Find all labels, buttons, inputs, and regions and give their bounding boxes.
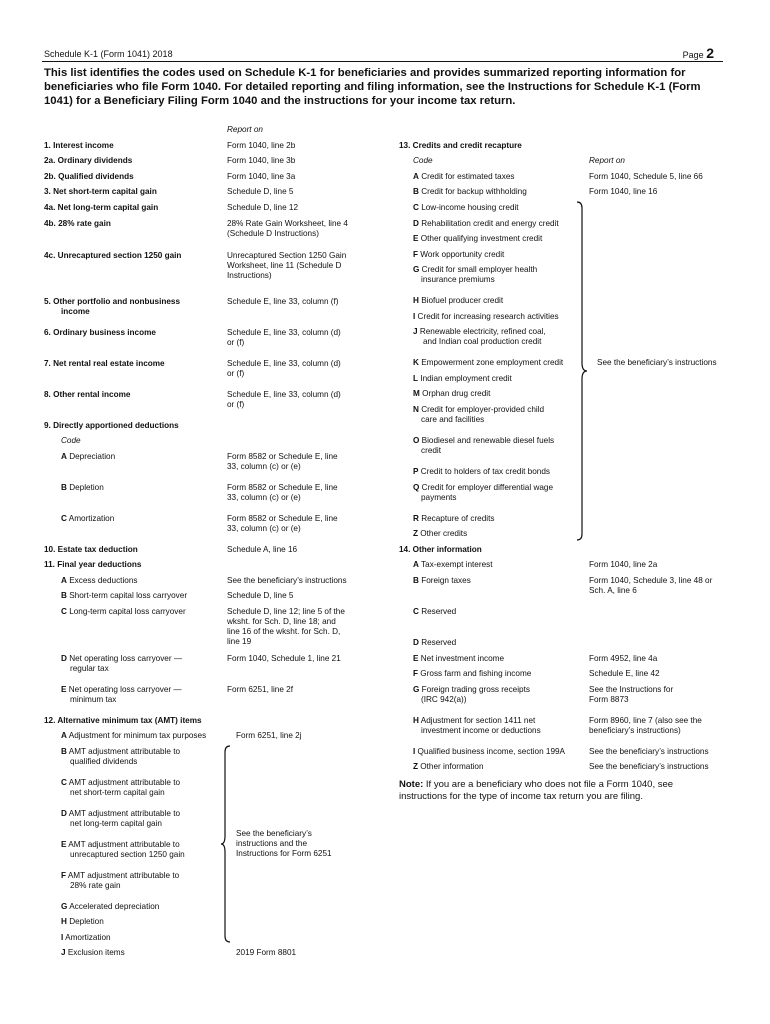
item-14: 14. Other information [399, 545, 482, 554]
item-13j-line2: and Indian coal production credit [423, 337, 542, 346]
item-8: 8. Other rental income [44, 390, 131, 399]
report-14i: See the beneficiary’s instructions [589, 747, 709, 756]
code-14z: Z [413, 762, 419, 771]
item-4c: 4c. Unrecaptured section 1250 gain [44, 251, 182, 260]
item-11: 11. Final year deductions [44, 560, 142, 569]
item-13d [413, 219, 559, 229]
item-13m [413, 389, 490, 399]
item-13k-label: Empowerment zone employment credit [418, 358, 564, 367]
report-4b-line1: 28% Rate Gain Worksheet, line 4 [227, 219, 348, 228]
item-13z-label: Other credits [418, 529, 468, 538]
item-2a: 2a. Ordinary dividends [44, 156, 133, 165]
item-13n-line2: care and facilities [421, 415, 485, 424]
item-13g-label: Credit for small employer health [419, 265, 538, 274]
item-9b [61, 483, 104, 493]
code-13l: L [413, 374, 419, 383]
item-11a [61, 576, 137, 586]
item-9b-label: Depletion [66, 483, 104, 492]
code-13f: F [413, 250, 419, 259]
code-14a: A [413, 560, 419, 569]
item-14b-label: Foreign taxes [418, 576, 471, 585]
code-13d: D [413, 219, 419, 228]
item-11e [61, 685, 182, 695]
report-8-line1: Schedule E, line 33, column (d) [227, 390, 341, 399]
brace-13-right [576, 200, 590, 542]
item-11e-line2: minimum tax [70, 695, 117, 704]
item-13e-label: Other qualifying investment credit [418, 234, 543, 243]
item-11d-label: Net operating loss carryover — [66, 654, 183, 663]
code-11d: D [61, 654, 67, 663]
item-1: 1. Interest income [44, 141, 114, 150]
report-10: Schedule A, line 16 [227, 545, 298, 554]
item-14h [413, 716, 535, 726]
report-7-line1: Schedule E, line 33, column (d) [227, 359, 341, 368]
report-11e: Form 6251, line 2f [227, 685, 293, 694]
page-number-value: 2 [706, 45, 714, 61]
item-14f [413, 669, 531, 679]
item-14z-label: Other information [418, 762, 484, 771]
report-on-header: Report on [227, 125, 263, 134]
report-12a: Form 6251, line 2j [236, 731, 302, 740]
report-2b: Form 1040, line 3a [227, 172, 296, 181]
item-14h-line2: investment income or deductions [421, 726, 541, 735]
item-6: 6. Ordinary business income [44, 328, 156, 337]
page-label: Page [682, 50, 704, 60]
code-13z: Z [413, 529, 419, 538]
item-11a-label: Excess deductions [66, 576, 138, 585]
report-12j: 2019 Form 8801 [236, 948, 297, 957]
item-14z [413, 762, 484, 772]
item-12c [61, 778, 180, 788]
item-12f-line2: 28% rate gain [70, 881, 121, 890]
report-14b-line2: Sch. A, line 6 [589, 586, 637, 595]
item-4a: 4a. Net long-term capital gain [44, 203, 159, 212]
report-4c-line3: Instructions) [227, 271, 272, 280]
item-12c-label: AMT adjustment attributable to [66, 778, 181, 787]
report-4b-line2: (Schedule D Instructions) [227, 229, 319, 238]
code-14c: C [413, 607, 419, 616]
item-14c [413, 607, 456, 617]
code-13m: M [413, 389, 420, 398]
item-13i-label: Credit for increasing research activities [415, 312, 559, 321]
code-13c: C [413, 203, 419, 212]
item-13n [413, 405, 544, 415]
code-13n: N [413, 405, 419, 414]
report-9a-line2: 33, column (c) or (e) [227, 462, 301, 471]
item-14d [413, 638, 456, 648]
report-12-brace-line2: instructions and the [236, 839, 308, 848]
item-5-line2: income [61, 307, 90, 316]
item-14h-label: Adjustment for section 1411 net [418, 716, 536, 725]
item-13j [413, 327, 546, 337]
page-number [683, 45, 714, 61]
item-13p-label: Credit to holders of tax credit bonds [418, 467, 550, 476]
item-13q-label: Credit for employer differential wage [419, 483, 554, 492]
report-6-line1: Schedule E, line 33, column (d) [227, 328, 341, 337]
code-12g: G [61, 902, 68, 911]
report-13a: Form 1040, Schedule 5, line 66 [589, 172, 703, 181]
code-13b: B [413, 187, 419, 196]
item-13a [413, 172, 514, 182]
item-12g [61, 902, 159, 912]
item-12: 12. Alternative minimum tax (AMT) items [44, 716, 202, 725]
item-13o [413, 436, 554, 446]
item-14g-line2: (IRC 942(a)) [421, 695, 467, 704]
code-13a: A [413, 172, 419, 181]
item-12b-label: AMT adjustment attributable to [66, 747, 181, 756]
code-9c: C [61, 514, 67, 523]
report-1: Form 1040, line 2b [227, 141, 296, 150]
code-11c: C [61, 607, 67, 616]
item-13c-label: Low-income housing credit [418, 203, 519, 212]
code-9a: A [61, 452, 67, 461]
item-13q [413, 483, 553, 493]
item-12e-label: AMT adjustment attributable to [66, 840, 180, 849]
report-11c-line3: line 16 of the wksht. for Sch. D, [227, 627, 341, 636]
code-14b: B [413, 576, 419, 585]
item-12j [61, 948, 125, 958]
report-14f: Schedule E, line 42 [589, 669, 660, 678]
item-14i-label: Qualified business income, section 199A [415, 747, 566, 756]
item-12j-label: Exclusion items [65, 948, 125, 957]
top-rule [42, 61, 723, 62]
item-9c [61, 514, 114, 524]
code-14i: I [413, 747, 416, 756]
item-12e [61, 840, 180, 850]
item-12a-label: Adjustment for minimum tax purposes [66, 731, 207, 740]
item-7: 7. Net rental real estate income [44, 359, 165, 368]
item-14a-label: Tax-exempt interest [418, 560, 493, 569]
code-14f: F [413, 669, 419, 678]
item-13: 13. Credits and credit recapture [399, 141, 522, 150]
item-14i [413, 747, 565, 757]
code-13q: Q [413, 483, 420, 492]
item-14c-label: Reserved [418, 607, 457, 616]
item-14f-label: Gross farm and fishing income [418, 669, 532, 678]
code-13j: J [413, 327, 418, 336]
report-3: Schedule D, line 5 [227, 187, 294, 196]
report-12-brace-line3: Instructions for Form 6251 [236, 849, 332, 858]
item-14g-label: Foreign trading gross receipts [419, 685, 530, 694]
note-paragraph [399, 779, 699, 803]
code-12i: I [61, 933, 64, 942]
report-11d: Form 1040, Schedule 1, line 21 [227, 654, 341, 663]
item-13p [413, 467, 550, 477]
report-8-line2: or (f) [227, 400, 245, 409]
brace-12-left [221, 744, 233, 944]
item-13m-label: Orphan drug credit [419, 389, 491, 398]
item-2b: 2b. Qualified dividends [44, 172, 134, 181]
code-12a: A [61, 731, 67, 740]
item-12g-label: Accelerated depreciation [67, 902, 160, 911]
report-14z: See the beneficiary’s instructions [589, 762, 709, 771]
item-12d-line2: net long-term capital gain [70, 819, 162, 828]
item-13k [413, 358, 563, 368]
code-13o: O [413, 436, 420, 445]
code-13i: I [413, 312, 416, 321]
item-13f [413, 250, 504, 260]
item-12h-label: Depletion [66, 917, 104, 926]
code-12j: J [61, 948, 66, 957]
code-label-9: Code [61, 436, 81, 445]
item-9c-label: Amortization [66, 514, 115, 523]
item-11b-label: Short-term capital loss carryover [66, 591, 188, 600]
item-14e [413, 654, 504, 664]
code-14h: H [413, 716, 419, 725]
report-11c-line2: wksht. for Sch. D, line 18; and [227, 617, 336, 626]
item-12c-line2: net short-term capital gain [70, 788, 165, 797]
item-9a-label: Depreciation [66, 452, 116, 461]
report-11c-line1: Schedule D, line 12; line 5 of the [227, 607, 345, 616]
item-5-line1: 5. Other portfolio and nonbusiness [44, 297, 181, 306]
report-9b-line1: Form 8582 or Schedule E, line [227, 483, 338, 492]
item-12i-label: Amortization [63, 933, 111, 942]
report-4c-line1: Unrecaptured Section 1250 Gain [227, 251, 347, 260]
item-13l-label: Indian employment credit [418, 374, 512, 383]
item-13f-label: Work opportunity credit [418, 250, 505, 259]
code-13r: R [413, 514, 419, 523]
report-9c-line2: 33, column (c) or (e) [227, 524, 301, 533]
item-11c-label: Long-term capital loss carryover [66, 607, 186, 616]
report-14g-line2: Form 8873 [589, 695, 629, 704]
item-13d-label: Rehabilitation credit and energy credit [418, 219, 559, 228]
item-14g [413, 685, 530, 695]
report-on-header-13: Report on [589, 156, 625, 165]
report-7-line2: or (f) [227, 369, 245, 378]
note-text: If you are a beneficiary who does not file a Form 1040, see instructions for the type of income tax return you are filing. [399, 779, 674, 802]
item-13r [413, 514, 494, 524]
form-title: Schedule K-1 (Form 1041) 2018 [44, 49, 173, 59]
report-4a: Schedule D, line 12 [227, 203, 299, 212]
item-13c [413, 203, 519, 213]
item-12a [61, 731, 206, 741]
code-12c: C [61, 778, 67, 787]
item-12h [61, 917, 104, 927]
report-4c-line2: Worksheet, line 11 (Schedule D [227, 261, 342, 270]
item-13q-line2: payments [421, 493, 457, 502]
report-11c-line4: line 19 [227, 637, 252, 646]
code-12d: D [61, 809, 67, 818]
item-12e-line2: unrecaptured section 1250 gain [70, 850, 185, 859]
item-13i [413, 312, 559, 322]
intro-paragraph: This list identifies the codes used on Schedule K-1 for beneficiaries and provides summarized reporting information for beneficiaries who file Form 1040. For detailed reporting and filing information, see the Instructions for Schedule K-1 (Form 1041) for a Beneficiary Filing Form 1040 and the instructions for your income tax return. [44, 67, 701, 107]
item-11e-label: Net operating loss carryover — [66, 685, 182, 694]
code-13p: P [413, 467, 419, 476]
item-9a [61, 452, 115, 462]
report-6-line2: or (f) [227, 338, 245, 347]
code-12f: F [61, 871, 67, 880]
item-12b-line2: qualified dividends [70, 757, 138, 766]
report-9b-line2: 33, column (c) or (e) [227, 493, 301, 502]
item-14e-label: Net investment income [418, 654, 505, 663]
report-2a: Form 1040, line 3b [227, 156, 296, 165]
code-9b: B [61, 483, 67, 492]
report-9c-line1: Form 8582 or Schedule E, line [227, 514, 338, 523]
item-13h [413, 296, 503, 306]
item-3: 3. Net short-term capital gain [44, 187, 157, 196]
code-14d: D [413, 638, 419, 647]
item-13h-label: Biofuel producer credit [418, 296, 504, 305]
item-13z [413, 529, 467, 539]
item-13j-label: Renewable electricity, refined coal, [417, 327, 546, 336]
item-13o-line2: credit [421, 446, 442, 455]
report-11b: Schedule D, line 5 [227, 591, 294, 600]
item-12i [61, 933, 111, 943]
item-13r-label: Recapture of credits [418, 514, 495, 523]
item-11d-line2: regular tax [70, 664, 109, 673]
item-13n-label: Credit for employer-provided child [418, 405, 545, 414]
item-13g-line2: insurance premiums [421, 275, 495, 284]
report-5: Schedule E, line 33, column (f) [227, 297, 339, 306]
report-14h-line2: beneficiary’s instructions) [589, 726, 681, 735]
item-12f-label: AMT adjustment attributable to [66, 871, 180, 880]
report-11a: See the beneficiary’s instructions [227, 576, 347, 585]
item-13a-label: Credit for estimated taxes [418, 172, 515, 181]
report-14a: Form 1040, line 2a [589, 560, 658, 569]
note-label: Note: [399, 779, 424, 790]
code-13k: K [413, 358, 419, 367]
item-11d [61, 654, 182, 664]
item-12f [61, 871, 179, 881]
code-11b: B [61, 591, 67, 600]
code-13e: E [413, 234, 419, 243]
item-11c [61, 607, 186, 617]
code-label-13: Code [413, 156, 433, 165]
item-13g [413, 265, 537, 275]
item-10: 10. Estate tax deduction [44, 545, 138, 554]
report-9a-line1: Form 8582 or Schedule E, line [227, 452, 338, 461]
item-13o-label: Biodiesel and renewable diesel fuels [419, 436, 555, 445]
item-13b-label: Credit for backup withholding [418, 187, 527, 196]
code-12e: E [61, 840, 67, 849]
report-13b: Form 1040, line 16 [589, 187, 658, 196]
report-14e: Form 4952, line 4a [589, 654, 658, 663]
code-14g: G [413, 685, 420, 694]
item-14d-label: Reserved [418, 638, 457, 647]
code-12h: H [61, 917, 67, 926]
item-13l [413, 374, 512, 384]
code-11a: A [61, 576, 67, 585]
item-12d-label: AMT adjustment attributable to [66, 809, 181, 818]
report-14g-line1: See the Instructions for [589, 685, 674, 694]
report-13-brace: See the beneficiary’s instructions [597, 358, 717, 367]
item-13e [413, 234, 542, 244]
item-14b [413, 576, 471, 586]
item-13b [413, 187, 527, 197]
item-9: 9. Directly apportioned deductions [44, 421, 179, 430]
item-14a [413, 560, 493, 570]
code-11e: E [61, 685, 67, 694]
code-13h: H [413, 296, 419, 305]
report-14b-line1: Form 1040, Schedule 3, line 48 or [589, 576, 713, 585]
code-13g: G [413, 265, 420, 274]
code-14e: E [413, 654, 419, 663]
report-12-brace-line1: See the beneficiary’s [236, 829, 312, 838]
code-12b: B [61, 747, 67, 756]
item-12b [61, 747, 180, 757]
item-4b: 4b. 28% rate gain [44, 219, 111, 228]
report-14h-line1: Form 8960, line 7 (also see the [589, 716, 702, 725]
item-11b [61, 591, 187, 601]
item-12d [61, 809, 180, 819]
